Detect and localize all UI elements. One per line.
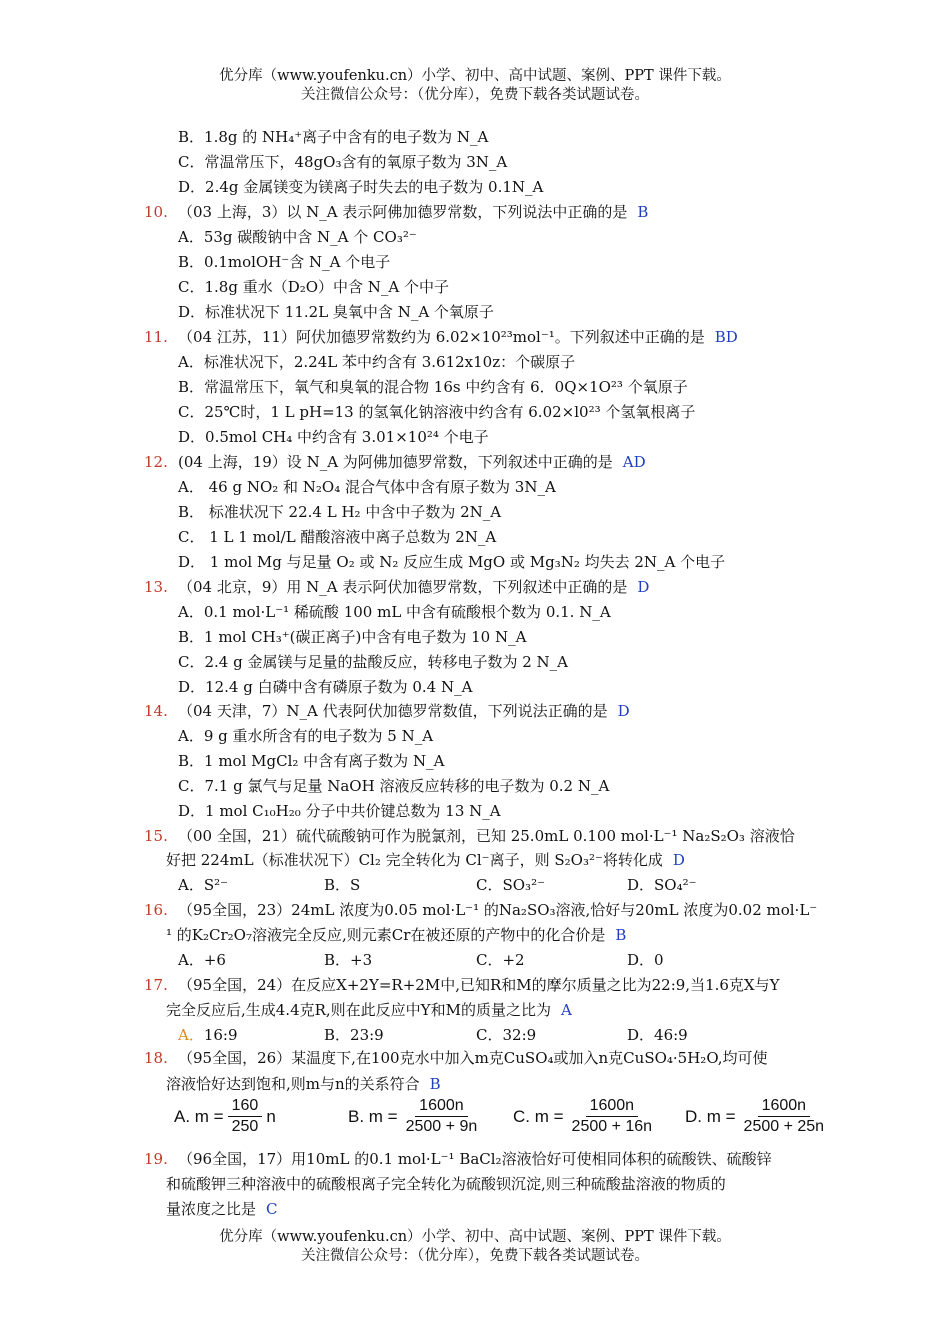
q16-option-b: B．+3 — [324, 951, 373, 969]
q17-option-a — [178, 1025, 238, 1045]
q18-option-a-fraction — [228, 1096, 263, 1137]
q16-stem-line-1: （95全国，23）24mL 浓度为0.05 mol·L⁻¹ 的Na₂SO₃溶液,恰好与20mL 浓度为0.02 mol·L⁻ — [178, 901, 818, 919]
q9-option-c: C．常温常压下，48gO₃含有的氧原子数为 3N_A — [178, 153, 508, 171]
header-line-1: 优分库（www.youfenku.cn）小学、初中、高中试题、案例、PPT 课件下载。 — [219, 68, 731, 84]
q10-option-b: B．0.1molOH⁻含 N_A 个电子 — [178, 253, 391, 271]
q16-option-a: A．+6 — [178, 951, 226, 969]
q15-answer: D — [672, 851, 685, 869]
q16-answer: B — [615, 926, 627, 944]
q13-option-d: D．12.4 g 白磷中含有磷原子数为 0.4 N_A — [178, 678, 473, 696]
q19-stem-line-1: （96全国，17）用10mL 的0.1 mol·L⁻¹ BaCl₂溶液恰好可使相同体积的硫酸铁、硫酸锌 — [178, 1150, 772, 1168]
q13-answer: D — [637, 578, 650, 596]
q18-option-b-numerator: 1600n — [415, 1096, 468, 1117]
footer-line-1: 优分库（www.youfenku.cn）小学、初中、高中试题、案例、PPT 课件下载。 — [219, 1229, 731, 1245]
q19-stem-line-3-wrap — [166, 1199, 278, 1219]
q18-option-c-fraction — [568, 1096, 657, 1137]
q17-option-c: C．32:9 — [476, 1026, 537, 1044]
q18-option-c-numerator: 1600n — [586, 1096, 639, 1117]
q18-option-b-denominator: 2500 + 9n — [405, 1118, 478, 1135]
q10-option-d: D．标准状况下 11.2L 臭氧中含 N_A 个氧原子 — [178, 303, 494, 321]
q13-number: 13. — [144, 578, 168, 596]
q19-answer: C — [266, 1200, 278, 1218]
q18-option-a-prefix: A. m = — [174, 1106, 224, 1126]
q18-option-b — [348, 1096, 485, 1137]
q17-stem-line-2: 完全反应后,生成4.4克R,则在此反应中Y和M的质量之比为 — [166, 1001, 551, 1019]
q18-answer: B — [429, 1075, 441, 1093]
q17-option-a-text: 16:9 — [203, 1026, 238, 1044]
q11-number: 11. — [144, 328, 168, 346]
q18-option-c-denominator: 2500 + 16n — [571, 1118, 653, 1135]
q12-number: 12. — [144, 453, 168, 471]
q18-option-a-denominator: 250 — [231, 1118, 259, 1135]
q13-stem: （04 北京，9）用 N_A 表示阿伏加德罗常数，下列叙述中正确的是 — [178, 578, 628, 596]
q15-stem-line-1: （00 全国，21）硫代硫酸钠可作为脱氯剂，已知 25.0mL 0.100 mol·L⁻¹ Na₂S₂O₃ 溶液恰 — [178, 827, 795, 845]
q18-stem-line-1: （95全国，26）某温度下,在100克水中加入m克CuSO₄或加入n克CuSO₄·5H₂O,均可使 — [178, 1049, 768, 1067]
q14-stem: （04 天津，7）N_A 代表阿伏加德罗常数值，下列说法正确的是 — [178, 702, 608, 720]
q16-stem-line-2-wrap — [166, 925, 626, 945]
q18-number: 18. — [144, 1049, 168, 1067]
q18-option-b-prefix: B. m = — [348, 1106, 398, 1126]
q18-stem-line-2: 溶液恰好达到饱和,则m与n的关系符合 — [166, 1075, 420, 1093]
footer-line-2: 关注微信公众号：（优分库），免费下载各类试题试卷。 — [301, 1248, 649, 1264]
q17-option-a-letter: A． — [178, 1026, 204, 1044]
q19-number: 19. — [144, 1150, 168, 1168]
q12-answer: AD — [622, 453, 646, 471]
q11-stem: （04 江苏，11）阿伏加德罗常数约为 6.02×10²³mol⁻¹。下列叙述中正确的是 — [178, 328, 705, 346]
q15-option-a: A．S²⁻ — [178, 876, 229, 894]
q10-option-a: A．53g 碳酸钠中含 N_A 个 CO₃²⁻ — [178, 228, 417, 246]
q17-option-b: B．23:9 — [324, 1026, 384, 1044]
q18-option-a-numerator: 160 — [228, 1096, 263, 1117]
q17-stem-line-2-wrap — [166, 1000, 572, 1020]
q18-option-d-fraction — [740, 1096, 829, 1137]
q15-option-b: B．S — [324, 876, 361, 894]
q12-option-a: A． 46 g NO₂ 和 N₂O₄ 混合气体中含有原子数为 3N_A — [178, 478, 556, 496]
q11-option-c: C．25℃时，1 L pH=13 的氢氧化钠溶液中约含有 6.02×l0²³ 个氢氧根离子 — [178, 403, 696, 421]
q16-option-d: D．0 — [627, 951, 664, 969]
q18-option-c-prefix: C. m = — [513, 1106, 564, 1126]
q18-option-b-fraction — [402, 1096, 482, 1137]
q17-stem-line-1: （95全国，24）在反应X+2Y=R+2M中,已知R和M的摩尔质量之比为22:9,当1.6克X与Y — [178, 976, 780, 994]
q11-answer: BD — [714, 328, 738, 346]
page-header — [0, 67, 950, 105]
q12-option-c: C． 1 L 1 mol/L 醋酸溶液中离子总数为 2N_A — [178, 528, 497, 546]
q17-answer: A — [560, 1001, 572, 1019]
q14-option-d: D．1 mol C₁₀H₂₀ 分子中共价键总数为 13 N_A — [178, 802, 501, 820]
q15-option-d: D．SO₄²⁻ — [627, 876, 697, 894]
q18-stem-line-2-wrap — [166, 1074, 441, 1094]
q15-stem-line-2: 好把 224mL（标准状况下）Cl₂ 完全转化为 Cl⁻离子，则 S₂O₃²⁻将转化成 — [166, 851, 663, 869]
q11-stem-line — [178, 327, 738, 347]
q13-stem-line — [178, 577, 649, 597]
q9-option-b: B．1.8g 的 NH₄⁺离子中含有的电子数为 N_A — [178, 128, 489, 146]
page-footer — [0, 1228, 950, 1266]
q18-option-d — [685, 1096, 832, 1137]
q13-option-a: A．0.1 mol·L⁻¹ 稀硫酸 100 mL 中含有硫酸根个数为 0.1. N_A — [178, 603, 611, 621]
q17-number: 17. — [144, 976, 168, 994]
q18-option-d-prefix: D. m = — [685, 1106, 736, 1126]
q10-stem-line — [178, 202, 648, 222]
q12-option-d: D． 1 mol Mg 与足量 O₂ 或 N₂ 反应生成 MgO 或 Mg₃N₂ 均失去 2N_A 个电子 — [178, 553, 726, 571]
q11-option-d: D．0.5mol CH₄ 中约含有 3.01×10²⁴ 个电子 — [178, 428, 489, 446]
q18-option-d-numerator: 1600n — [758, 1096, 811, 1117]
q18-option-c — [513, 1096, 660, 1137]
q18-option-a-suffix: n — [266, 1106, 276, 1126]
q12-option-b: B． 标准状况下 22.4 L H₂ 中含中子数为 2N_A — [178, 503, 502, 521]
q11-option-a: A．标准状况下，2.24L 苯中约含有 3.612x10z：个碳原子 — [178, 353, 576, 371]
q14-answer: D — [617, 702, 630, 720]
q19-stem-line-3: 量浓度之比是 — [166, 1200, 257, 1218]
q19-stem-line-2: 和硫酸钾三种溶液中的硫酸根离子完全转化为硫酸钡沉淀,则三种硫酸盐溶液的物质的 — [166, 1175, 726, 1193]
q18-option-a — [174, 1096, 276, 1137]
q12-stem: (04 上海，19）设 N_A 为阿佛加德罗常数，下列叙述中正确的是 — [178, 453, 613, 471]
q14-stem-line — [178, 701, 630, 721]
q13-option-b: B．1 mol CH₃⁺(碳正离子)中含有电子数为 10 N_A — [178, 628, 527, 646]
q15-number: 15. — [144, 827, 168, 845]
header-line-2: 关注微信公众号：（优分库），免费下载各类试题试卷。 — [301, 87, 649, 103]
q15-option-c: C．SO₃²⁻ — [476, 876, 545, 894]
q16-stem-line-2: ¹ 的K₂Cr₂O₇溶液完全反应,则元素Cr在被还原的产物中的化合价是 — [166, 926, 606, 944]
q14-number: 14. — [144, 702, 168, 720]
q18-option-d-denominator: 2500 + 25n — [743, 1118, 825, 1135]
q15-stem-line-2-wrap — [166, 850, 685, 870]
q9-option-d: D．2.4g 金属镁变为镁离子时失去的电子数为 0.1N_A — [178, 178, 544, 196]
q10-answer: B — [637, 203, 649, 221]
q14-option-c: C．7.1 g 氯气与足量 NaOH 溶液反应转移的电子数为 0.2 N_A — [178, 777, 610, 795]
q17-option-d: D．46:9 — [627, 1026, 688, 1044]
q14-option-b: B．1 mol MgCl₂ 中含有离子数为 N_A — [178, 752, 445, 770]
q14-option-a: A．9 g 重水所含有的电子数为 5 N_A — [178, 727, 434, 745]
q10-stem: （03 上海，3）以 N_A 表示阿佛加德罗常数，下列说法中正确的是 — [178, 203, 628, 221]
q16-number: 16. — [144, 901, 168, 919]
q10-number: 10. — [144, 203, 168, 221]
q13-option-c: C．2.4 g 金属镁与足量的盐酸反应，转移电子数为 2 N_A — [178, 653, 569, 671]
q12-stem-line — [178, 452, 646, 472]
q11-option-b: B．常温常压下，氧气和臭氧的混合物 16s 中约含有 6．0Q×1O²³ 个氧原子 — [178, 378, 688, 396]
q16-option-c: C．+2 — [476, 951, 525, 969]
q10-option-c: C．1.8g 重水（D₂O）中含 N_A 个中子 — [178, 278, 450, 296]
